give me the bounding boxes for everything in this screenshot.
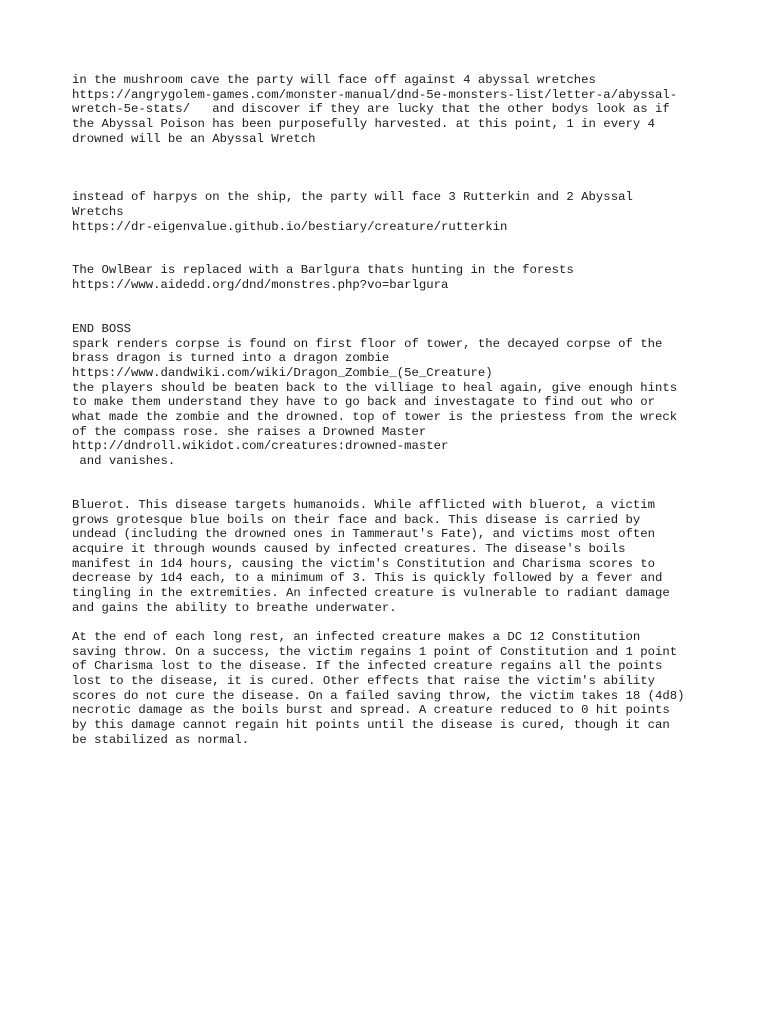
- text-line: brass dragon is turned into a dragon zombie: [72, 351, 390, 365]
- text-line: the Abyssal Poison has been purposefully harvested. at this point, 1 in every 4: [72, 117, 655, 131]
- text-line: in the mushroom cave the party will face off against 4 abyssal wretches: [72, 73, 596, 87]
- text-line: drowned will be an Abyssal Wretch: [72, 132, 316, 146]
- text-line: acquire it through wounds caused by infected creatures. The disease's boils: [72, 542, 626, 556]
- text-line: saving throw. On a success, the victim regains 1 point of Constitution and 1 point: [72, 645, 678, 659]
- text-line: the players should be beaten back to the villiage to heal again, give enough hints: [72, 381, 678, 395]
- text-line: https://www.aidedd.org/dnd/monstres.php?vo=barlgura: [72, 278, 449, 292]
- text-line: Wretchs: [72, 205, 124, 219]
- text-line: by this damage cannot regain hit points until the disease is cured, though it can: [72, 718, 670, 732]
- text-line: https://www.dandwiki.com/wiki/Dragon_Zombie_(5e_Creature): [72, 366, 493, 380]
- text-line: instead of harpys on the ship, the party will face 3 Rutterkin and 2 Abyssal: [72, 190, 633, 204]
- text-line: to make them understand they have to go back and investagate to find out who or: [72, 395, 655, 409]
- text-line: be stabilized as normal.: [72, 733, 250, 747]
- text-line: Bluerot. This disease targets humanoids. While afflicted with bluerot, a victim: [72, 498, 655, 512]
- section-heading: END BOSS: [72, 322, 132, 336]
- text-line: The OwlBear is replaced with a Barlgura thats hunting in the forests: [72, 263, 574, 277]
- text-line: decrease by 1d4 each, to a minimum of 3. This is quickly followed by a fever and: [72, 571, 663, 585]
- text-line: undead (including the drowned ones in Tammeraut's Fate), and victims most often: [72, 527, 655, 541]
- text-line: spark renders corpse is found on first floor of tower, the decayed corpse of the: [72, 337, 663, 351]
- text-line: https://dr-eigenvalue.github.io/bestiary/creature/rutterkin: [72, 220, 508, 234]
- text-line: lost to the disease, it is cured. Other effects that raise the victim's ability: [72, 674, 655, 688]
- text-line: necrotic damage as the boils burst and spread. A creature reduced to 0 hit points: [72, 703, 670, 717]
- text-line: of the compass rose. she raises a Drowned Master: [72, 425, 427, 439]
- text-line: of Charisma lost to the disease. If the infected creature regains all the points: [72, 659, 663, 673]
- text-line: wretch-5e-stats/ and discover if they are lucky that the other bodys look as if: [72, 102, 670, 116]
- text-line: manifest in 1d4 hours, causing the victim's Constitution and Charisma scores to: [72, 557, 655, 571]
- text-line: https://angrygolem-games.com/monster-manual/dnd-5e-monsters-list/letter-a/abyssal-: [72, 88, 678, 102]
- text-line: and gains the ability to breathe underwater.: [72, 601, 397, 615]
- text-line: what made the zombie and the drowned. top of tower is the priestess from the wreck: [72, 410, 678, 424]
- text-line: and vanishes.: [72, 454, 176, 468]
- text-line: At the end of each long rest, an infected creature makes a DC 12 Constitution: [72, 630, 641, 644]
- text-line: tingling in the extremities. An infected creature is vulnerable to radiant damage: [72, 586, 670, 600]
- text-line: http://dndroll.wikidot.com/creatures:drowned-master: [72, 439, 449, 453]
- text-line: scores do not cure the disease. On a failed saving throw, the victim takes 18 (4d8): [72, 689, 685, 703]
- text-line: grows grotesque blue boils on their face and back. This disease is carried by: [72, 513, 641, 527]
